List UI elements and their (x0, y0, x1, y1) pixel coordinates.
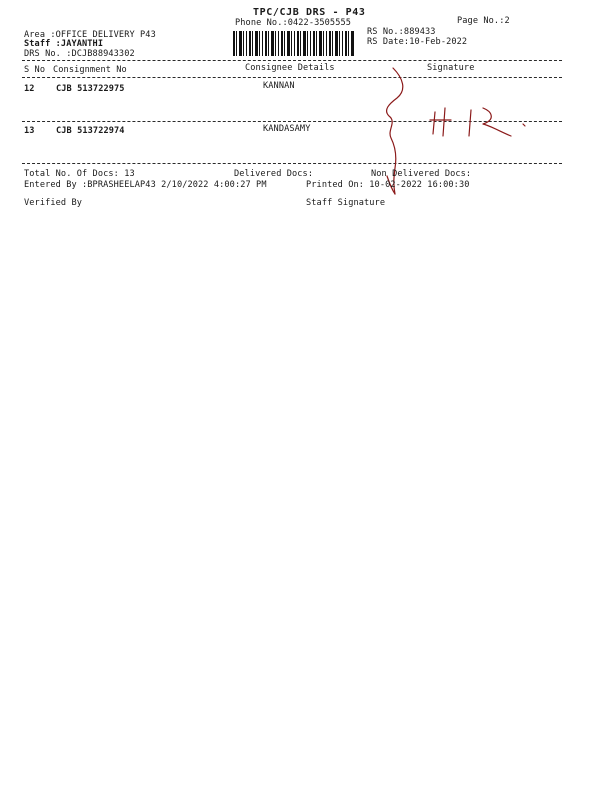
phone-number: Phone No.:0422-3505555 (235, 18, 352, 28)
printed-on: Printed On: 10-02-2022 16:00:30 (306, 180, 470, 190)
drs-number: DRS No. :DCJB88943302 (24, 49, 135, 59)
row-consignee: KANDASAMY (263, 124, 311, 134)
row-sno: 13 (24, 126, 35, 136)
row-consignee: KANNAN (263, 81, 295, 91)
entered-by: Entered By :BPRASHEELAP43 2/10/2022 4:00:27 PM (24, 180, 267, 190)
rs-number: RS No.:889433 (367, 27, 436, 37)
row-sno: 12 (24, 84, 35, 94)
row-consignment: CJB 513722975 (56, 84, 125, 94)
column-header-signature: Signature (427, 63, 475, 73)
document-title: TPC/CJB DRS - P43 (253, 7, 366, 18)
total-docs: Total No. Of Docs: 13 (24, 169, 135, 179)
verified-by-label: Verified By (24, 198, 83, 208)
staff-signature-label: Staff Signature (306, 198, 386, 208)
handwritten-signature (375, 60, 555, 200)
column-header-consignee: Consignee Details (245, 63, 335, 73)
non-delivered-docs: Non Delivered Docs: (371, 169, 472, 179)
column-header-consignment: Consignment No (53, 65, 127, 75)
barcode (233, 31, 355, 56)
area-field: Area :OFFICE DELIVERY P43 (24, 30, 156, 40)
rs-date: RS Date:10-Feb-2022 (367, 37, 468, 47)
page-number: Page No.:2 (457, 16, 510, 26)
column-header-sno: S No (24, 65, 46, 75)
row-consignment: CJB 513722974 (56, 126, 125, 136)
staff-field: Staff :JAYANTHI (24, 39, 104, 49)
delivered-docs: Delivered Docs: (234, 169, 314, 179)
